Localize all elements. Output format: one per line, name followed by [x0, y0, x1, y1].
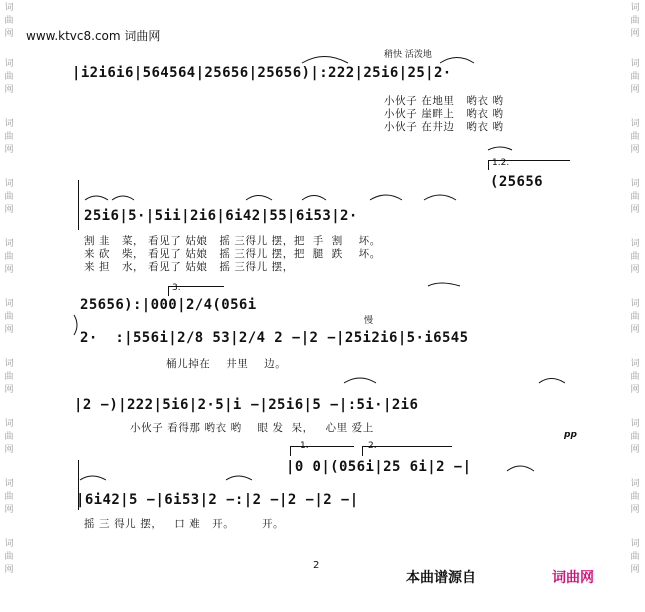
watermark-left-2: 词 曲 网 — [4, 59, 14, 95]
slur-arc — [488, 147, 512, 150]
lyric-line-1-verse-1: 小伙子 在地里 哟衣 哟 — [384, 95, 504, 107]
watermark-left-7: 词 曲 网 — [4, 359, 14, 395]
watermark-left-9: 词 曲 网 — [4, 479, 14, 515]
watermark-right-10: 词 曲 网 — [630, 539, 640, 575]
slur-arc — [507, 466, 534, 471]
watermark-right-8: 词 曲 网 — [630, 419, 640, 455]
slur-arc — [302, 196, 326, 201]
watermark-right-1: 词 曲 网 — [630, 3, 640, 39]
footer-source-label: 本曲谱源自 — [406, 570, 476, 586]
watermark-right-3: 词 曲 网 — [630, 119, 640, 155]
page-number: 2 — [313, 560, 320, 571]
volta-bracket-3-left — [168, 286, 169, 296]
notation-line-3-lower: 2· :|556i|2/8 53|2/4 2 −|2 −|25i2i6|5·i6545 — [80, 330, 469, 346]
slur-arc — [74, 315, 77, 335]
lyric-line-5: 摇 三 得儿 摆， 口 难 开。 开。 — [84, 518, 285, 530]
tempo-slow-mark: 慢 — [364, 316, 374, 326]
notation-line-4: |2 −)|222|5i6|2·5|i −|25i6|5 −|:5i·|2i6 — [74, 397, 419, 413]
watermark-right-7: 词 曲 网 — [630, 359, 640, 395]
watermark-right-9: 词 曲 网 — [630, 479, 640, 515]
lyric-line-1-verse-3: 小伙子 在井边 哟衣 哟 — [384, 121, 504, 133]
slur-arc — [428, 283, 460, 286]
footer-brand-logo[interactable]: 词曲网 — [552, 570, 594, 586]
notation-line-2: 25i6|5·|5ii|2i6|6i42|55|6i53|2· — [84, 208, 358, 224]
slur-arc — [112, 196, 134, 200]
tempo-mark: 稍快 活泼地 — [384, 50, 432, 60]
watermark-right-2: 词 曲 网 — [630, 59, 640, 95]
notation-line-1: |i2i6i6|564564|25656|25656)|:222|25i6|25|2· — [72, 65, 452, 81]
lyric-line-2-verse-1: 割 韭 菜， 看见了 姑娘 摇 三得儿 摆，把 手 割 坏。 — [84, 235, 381, 247]
lyric-line-1-verse-2: 小伙子 崖畔上 哟衣 哟 — [384, 108, 504, 120]
slur-arc — [226, 476, 252, 480]
watermark-left-3: 词 曲 网 — [4, 119, 14, 155]
watermark-left-5: 词 曲 网 — [4, 239, 14, 275]
volta-bracket-5-1-left — [290, 446, 291, 456]
slur-arc — [440, 58, 474, 64]
watermark-left-10: 词 曲 网 — [4, 539, 14, 575]
notation-line-5-upper: |0 0|(056i|25 6i|2 −| — [286, 459, 472, 475]
watermark-right-5: 词 曲 网 — [630, 239, 640, 275]
notation-line-3-upper: 25656):|000|2/4(056i — [80, 297, 257, 313]
notation-line-5-lower: |6i42|5 −|6i53|2 −:|2 −|2 −|2 −| — [76, 492, 359, 508]
watermark-right-6: 词 曲 网 — [630, 299, 640, 335]
system-brace-line — [78, 180, 79, 230]
slur-arc — [246, 196, 272, 201]
slur-arc — [80, 476, 106, 480]
watermark-left-6: 词 曲 网 — [4, 299, 14, 335]
lyric-line-4: 小伙子 看得那 哟衣 哟 眼 发 呆， 心里 爱上 — [130, 422, 374, 434]
watermark-left-8: 词 曲 网 — [4, 419, 14, 455]
site-url: www.ktvc8.com 词曲网 — [26, 29, 161, 43]
slur-arc — [302, 57, 348, 64]
slur-arc — [370, 195, 402, 200]
volta-label-5-2: 2. — [368, 441, 377, 451]
volta-label-1-2: 1.2. — [492, 158, 510, 168]
watermark-right-4: 词 曲 网 — [630, 179, 640, 215]
slur-arc — [539, 379, 565, 384]
lyric-line-3: 桶儿掉在 井里 边。 — [166, 358, 287, 370]
volta-label-5-1: 1. — [300, 441, 309, 451]
slur-arc — [424, 195, 456, 200]
notation-line-2-volta: (25656 — [490, 174, 543, 190]
lyric-line-2-verse-2: 来 砍 柴， 看见了 姑娘 摇 三得儿 摆，把 腿 跌 坏。 — [84, 248, 381, 260]
lyric-line-2-verse-3: 来 担 水， 看见了 姑娘 摇 三得儿 摆， — [84, 261, 294, 273]
watermark-left-1: 词 曲 网 — [4, 3, 14, 39]
watermark-left-4: 词 曲 网 — [4, 179, 14, 215]
dynamic-pp: pp — [564, 430, 577, 440]
volta-bracket-5-2-left — [362, 446, 363, 456]
slur-arc — [344, 378, 376, 383]
volta-bracket-left — [488, 160, 489, 170]
volta-label-3: 3. — [172, 283, 181, 293]
slur-arc — [85, 196, 108, 200]
